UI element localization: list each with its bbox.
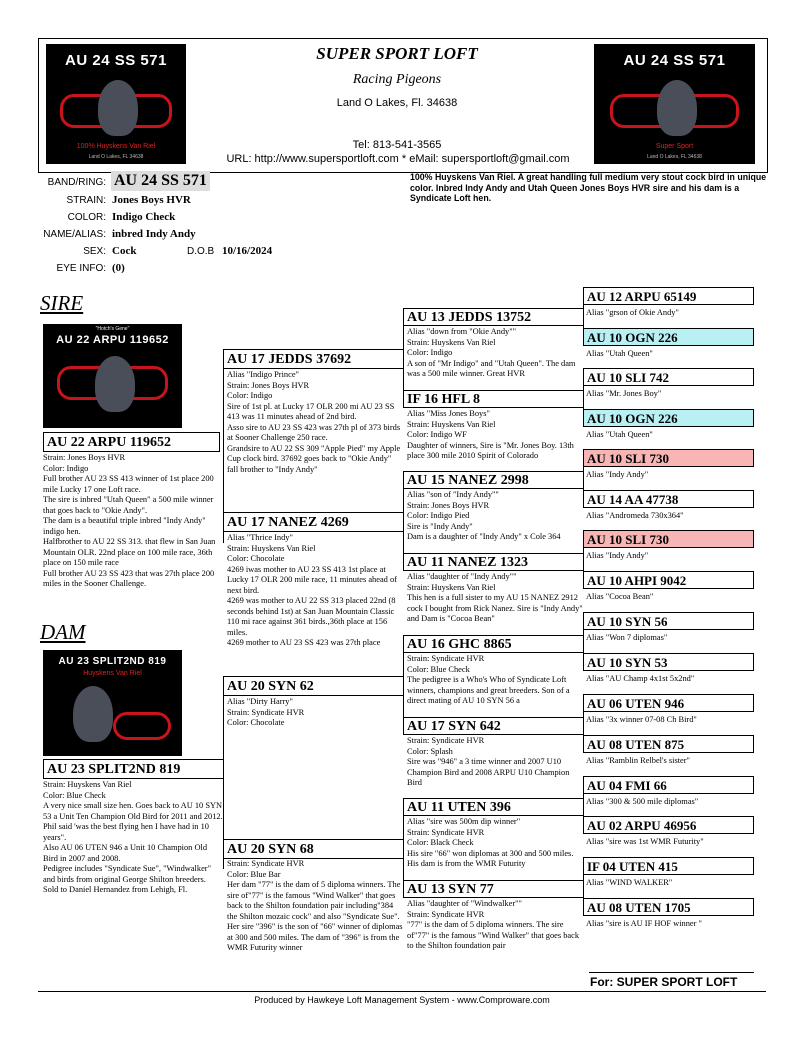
detail-line: 4269 was mother to AU 22 SS 313 placed 22nd (8 seconds behind 1st) at San Juan Mountain Classic 110 mi race against 361 birds.,36th place at 156 miles.: [227, 596, 396, 637]
grandparent-details: [227, 859, 403, 981]
detail-line: 4269 mother to AU 23 SS 423 was 27th place: [227, 638, 381, 647]
detail-line: Strain: Huyskens Van Riel: [227, 543, 316, 553]
eye-value: (0): [112, 262, 125, 274]
ggp-band: AU 17 SYN 642: [403, 717, 584, 735]
band-value: AU 24 SS 571: [111, 171, 210, 191]
sire-photo: [43, 324, 182, 428]
detail-line: Strain: Syndicate HVR: [407, 736, 485, 745]
detail-line: Color: Indigo Pied: [407, 511, 470, 520]
bird-photo-right: [594, 44, 755, 164]
bird-silhouette: [98, 80, 138, 136]
gggp-band: AU 06 UTEN 946: [583, 694, 754, 712]
bird-comment: 100% Huyskens Van Riel. A great handling full medium very stout cock bird in unique color. Inbred Indy Andy and Utah Queen Jones Boys HVR sire and his dam is a Syndicate Loft hen.: [410, 172, 767, 204]
sire-band: AU 22 ARPU 119652: [43, 432, 220, 452]
photo-band-text: AU 24 SS 571: [65, 52, 167, 69]
detail-line: Strain: Huyskens Van Riel: [407, 337, 496, 347]
gggp-alias: Alias "Utah Queen": [586, 349, 653, 358]
detail-line: Color: Black Check: [407, 838, 474, 847]
produced-by: Produced by Hawkeye Loft Management System - www.Comproware.com: [254, 995, 550, 1005]
detail-line: Strain: Jones Boys HVR: [43, 453, 126, 462]
detail-line: Daughter of winners, Sire is "Mr. Jones Boy. 13th place 300 mile 2010 Spirit of Colorado: [407, 440, 574, 460]
loft-contact: URL: http://www.supersportloft.com * eMail: supersportloft@gmail.com: [226, 153, 570, 165]
detail-line: Color: Splash: [407, 746, 453, 756]
color-value: Indigo Check: [112, 211, 176, 223]
gggp-band: AU 14 AA 47738: [583, 490, 754, 508]
photo-logo-ring: [113, 712, 171, 740]
gggp-alias: Alias "Indy Andy": [586, 470, 649, 479]
bird-silhouette: [95, 356, 135, 412]
detail-line: Alias "down from "Okie Andy"": [407, 327, 517, 336]
ggp-details: [407, 736, 583, 798]
detail-line: Sire was "946" a 3 time winner and 2007 U10 Champion Bird and 2008 ARPU U10 Champion Bird: [407, 757, 570, 787]
bird-silhouette: [657, 80, 697, 136]
ggp-details: [407, 490, 583, 552]
detail-line: Color: Chocolate: [227, 718, 285, 727]
name-value: inbred Indy Andy: [112, 228, 196, 240]
gggp-alias: Alias "AU Champ 4x1st 5x2nd": [586, 674, 695, 683]
detail-line: Alias "Dirty Harry": [227, 697, 293, 706]
gggp-alias: Alias "grson of Okie Andy": [586, 308, 679, 317]
ggp-details: [407, 327, 583, 389]
photo-caption: 100% Huyskens Van Riel: [76, 143, 156, 150]
footer-rule: [38, 991, 766, 992]
ggp-details: [407, 572, 583, 634]
gggp-alias: Alias "Utah Queen": [586, 430, 653, 439]
for-loft-label: For: SUPER SPORT LOFT: [590, 975, 738, 989]
detail-line: Strain: Jones Boys HVR: [407, 500, 490, 510]
strain-label: STRAIN:: [66, 195, 106, 206]
gggp-alias: Alias "sire is AU IF HOF winner ": [586, 919, 702, 928]
detail-line: The sire is inbred "Utah Queen" a 500 mile winner that goes back to "Okie Andy".: [43, 495, 214, 515]
photo-band-text: AU 22 ARPU 119652: [56, 334, 169, 346]
detail-line: Full brother AU 23 SS 423 that was 27th place 200 miles in the Sooner Challenge.: [43, 568, 215, 588]
detail-line: Pedigree includes "Syndicate Sue", "Windwalker" and birds from original George Shilton breeders.: [43, 864, 211, 884]
gggp-band: AU 10 OGN 226: [583, 409, 754, 427]
bird-photo-left: [46, 44, 186, 164]
gggp-band: AU 10 AHPI 9042: [583, 571, 754, 589]
gggp-alias: Alias "sire was 1st WMR Futurity": [586, 837, 704, 846]
grandparent-details: [227, 533, 403, 666]
ggp-band: AU 13 SYN 77: [403, 880, 584, 898]
grandparent-band: AU 20 SYN 62: [223, 676, 404, 696]
detail-line: Color: Indigo: [227, 391, 273, 400]
detail-line: Alias "sire was 500m dip winner": [407, 817, 521, 826]
detail-line: Sire is "Indy Andy": [407, 521, 473, 531]
detail-line: Alias "son of "Indy Andy"": [407, 490, 499, 499]
detail-line: Alias "Indigo Prince": [227, 370, 299, 379]
dam-details: [43, 780, 223, 930]
detail-line: A son of "Mr Indigo" and "Utah Queen". The dam was a 500 mile winner. Great HVR: [407, 358, 576, 378]
detail-line: Alias "daughter of "Indy Andy"": [407, 572, 517, 581]
detail-line: Grandsire to AU 22 SS 309 "Apple Pied" my Apple Cup clock bird. 37692 goes back to "Okie Andy" fall brother to "Indy Andy": [227, 443, 401, 474]
grandparent-details: [227, 697, 403, 737]
detail-line: Sire of 1st pl. at Lucky 17 OLR 200 mi AU 23 SS 413 was 11 minutes ahead of 2nd bird.: [227, 401, 395, 421]
detail-line: "77" is the dam of 5 diploma winners. The sire of"77" is the famous "Wind Walker" that goes back to the Shilton foundation pair: [407, 920, 580, 950]
detail-line: Alias "Thrice Indy": [227, 533, 293, 542]
gggp-band: AU 04 FMI 66: [583, 776, 754, 794]
detail-line: Color: Blue Bar: [227, 869, 281, 879]
detail-line: His sire "66" won diplomas at 300 and 500 miles. His dam is from the WMR Futurity: [407, 848, 574, 868]
ggp-band: AU 11 NANEZ 1323: [403, 553, 584, 571]
sire-details: [43, 453, 223, 613]
ggp-details: [407, 899, 583, 961]
detail-line: Dam is a daughter of "Indy Andy" x Cole 364: [407, 532, 561, 541]
gggp-band: AU 08 UTEN 1705: [583, 898, 754, 916]
ggp-band: AU 13 JEDDS 13752: [403, 308, 584, 326]
detail-line: Alias "Miss Jones Boys": [407, 409, 490, 418]
gggp-band: AU 12 ARPU 65149: [583, 287, 754, 305]
detail-line: A very nice small size hen. Goes back to AU 10 SYN 53 a Unit Ten Champion Old Bird for 2011 and 2012. Phil said 'was the best flying hen I have had in 10 years".: [43, 801, 223, 842]
detail-line: Alias "daughter of "Windwalker"": [407, 899, 522, 908]
bird-silhouette: [73, 686, 113, 742]
detail-line: Halfbrother to AU 22 SS 313. that flew in San Juan Mountain OLR. 22nd place on 100 mile race, 36th place on 150 mile race: [43, 537, 216, 567]
photo-band-text: AU 23 SPLIT2ND 819: [58, 656, 167, 667]
sex-value: Cock: [112, 245, 137, 257]
dam-photo: [43, 650, 182, 756]
detail-line: Strain: Huyskens Van Riel: [407, 419, 496, 429]
ggp-band: IF 16 HFL 8: [403, 390, 584, 408]
photo-footer: Land O Lakes, FL 34638: [88, 154, 144, 160]
detail-line: Sold to Daniel Hernandez from Lehigh, Fl.: [43, 885, 188, 894]
ggp-details: [407, 817, 583, 879]
detail-line: Color: Indigo: [43, 463, 89, 473]
detail-line: Color: Indigo: [407, 348, 453, 357]
detail-line: Strain: Syndicate HVR: [227, 859, 305, 868]
grandparent-band: AU 20 SYN 68: [223, 839, 404, 859]
gggp-band: AU 08 UTEN 875: [583, 735, 754, 753]
gggp-alias: Alias "Mr. Jones Boy": [586, 389, 662, 398]
detail-line: The pedigree is a Who's Who of Syndicate Loft winners, champions and great breeders. Son of a direct mating of AU 10 SYN 56 a: [407, 675, 570, 705]
gggp-band: AU 02 ARPU 46956: [583, 816, 754, 834]
dob-label: D.O.B: [187, 246, 215, 257]
detail-line: Strain: Jones Boys HVR: [227, 380, 310, 390]
gggp-alias: Alias "3x winner 07-08 Ch Bird": [586, 715, 697, 724]
detail-line: Full brother AU 23 SS 413 winner of 1st place 200 mile Lucky 17 one Loft race.: [43, 474, 214, 494]
detail-line: Strain: Syndicate HVR: [407, 654, 485, 663]
detail-line: Color: Indigo WF: [407, 430, 467, 439]
detail-line: This hen is a full sister to my AU 15 NANEZ 2912 cock I bought from Rick Nanez. Sire is "Indy Andy" and Dam is "Cocoa Bean": [407, 593, 583, 623]
loft-phone: Tel: 813-541-3565: [352, 139, 442, 151]
gggp-band: AU 10 SYN 53: [583, 653, 754, 671]
dam-section-label: DAM: [40, 620, 86, 644]
ggp-band: AU 16 GHC 8865: [403, 635, 584, 653]
dob-value: 10/16/2024: [222, 245, 273, 257]
gggp-alias: Alias "300 & 500 mile diplomas": [586, 797, 699, 806]
loft-location: Land O Lakes, Fl. 34638: [336, 97, 458, 109]
loft-title: SUPER SPORT LOFT: [316, 44, 478, 63]
strain-value: Jones Boys HVR: [112, 194, 191, 206]
gggp-band: AU 10 SLI 730: [583, 449, 754, 467]
gggp-band: AU 10 SLI 730: [583, 530, 754, 548]
detail-line: Color: Chocolate: [227, 554, 285, 563]
detail-line: Asso sire to AU 23 SS 423 was 27th pl of 373 birds at Sooner Challenge 250 race.: [227, 422, 401, 442]
ggp-details: [407, 409, 583, 471]
detail-line: Strain: Syndicate HVR: [407, 827, 485, 837]
gggp-band: AU 10 SLI 742: [583, 368, 754, 386]
grandparent-band: AU 17 JEDDS 37692: [223, 349, 404, 369]
photo-sub-text: Huyskens Van Riel: [83, 670, 142, 677]
detail-line: Also AU 06 UTEN 946 a Unit 10 Champion Old Bird in 2007 and 2008.: [43, 843, 208, 863]
gggp-alias: Alias "Won 7 diplomas": [586, 633, 668, 642]
band-label: BAND/RING:: [47, 177, 106, 188]
detail-line: Strain: Huyskens Van Riel: [43, 780, 132, 789]
detail-line: The dam is a beautiful triple inbred "Indy Andy" indigo hen.: [43, 516, 206, 536]
detail-line: Strain: Syndicate HVR: [407, 909, 485, 919]
gggp-alias: Alias "Andromeda 730x364": [586, 511, 684, 520]
ggp-details: [407, 654, 583, 716]
gggp-band: AU 10 OGN 226: [583, 328, 754, 346]
gggp-alias: Alias "Cocoa Bean": [586, 592, 654, 601]
detail-line: Her dam "77" is the dam of 5 diploma winners. The sire of"77" is the famous "Wind Walker" that goes back to the Shilton foundation pair including"384 the Shilton mozaic cock" and also "Syndicate Sue".: [227, 880, 401, 921]
gggp-band: IF 04 UTEN 415: [583, 857, 754, 875]
sex-label: SEX:: [83, 246, 106, 257]
eye-label: EYE INFO:: [56, 263, 106, 274]
detail-line: Strain: Huyskens Van Riel: [407, 582, 496, 592]
gggp-band: AU 10 SYN 56: [583, 612, 754, 630]
sire-section-label: SIRE: [40, 291, 84, 315]
detail-line: 4269 iwas mother to AU 23 SS 413 1st place at Lucky 17 OLR 200 mile race, 11 minutes ahead of next bird.: [227, 564, 397, 595]
detail-line: Color: Blue Check: [407, 664, 470, 674]
photo-top-text: "Hotch's Gene": [95, 326, 130, 332]
gggp-alias: Alias "WIND WALKER": [586, 878, 673, 887]
gggp-alias: Alias "Indy Andy": [586, 551, 649, 560]
grandparent-band: AU 17 NANEZ 4269: [223, 512, 404, 532]
detail-line: Her sire "396" is the son of "66" winner of diplomas at 300 and 500 miles. The dam of "396" is from the WMR Futurity winner: [227, 922, 403, 952]
footer-rule: [589, 972, 754, 973]
detail-line: Color: Blue Check: [43, 790, 106, 800]
gggp-alias: Alias "Ramblin Relbel's sister": [586, 756, 690, 765]
grandparent-details: [227, 370, 403, 492]
photo-brand: Super Sport: [655, 143, 694, 150]
loft-subtitle: Racing Pigeons: [352, 72, 442, 87]
color-label: COLOR:: [67, 212, 106, 223]
photo-band-text: AU 24 SS 571: [623, 52, 726, 69]
photo-footer: Land O Lakes, FL 34638: [647, 154, 702, 160]
name-label: NAME/ALIAS:: [43, 229, 106, 240]
dam-band: AU 23 SPLIT2ND 819: [43, 759, 224, 779]
ggp-band: AU 11 UTEN 396: [403, 798, 584, 816]
detail-line: Strain: Syndicate HVR: [227, 707, 305, 717]
ggp-band: AU 15 NANEZ 2998: [403, 471, 584, 489]
